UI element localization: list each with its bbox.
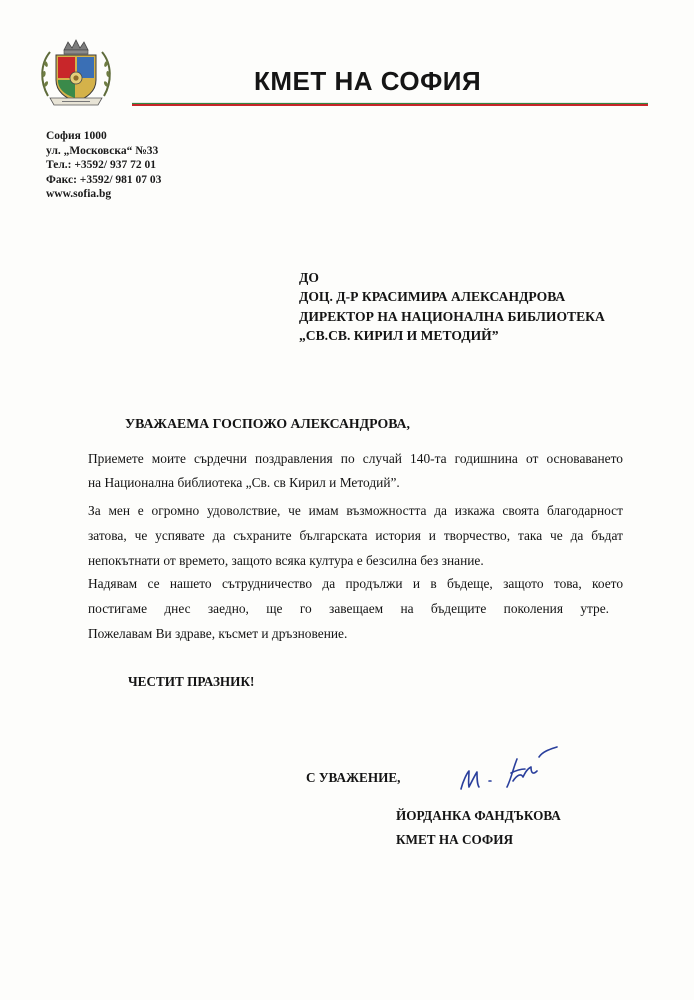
address-street: ул. „Московска“ №33 [46, 144, 159, 157]
address-website: www.sofia.bg [46, 188, 112, 201]
address-fax: Факс: +3592/ 981 07 03 [46, 173, 162, 186]
paragraph-1-line-2: на Национална библиотека „Св. св Кирил и Методий”. [88, 475, 400, 490]
recipient-institution: „СВ.СВ. КИРИЛ И МЕТОДИЙ” [299, 328, 499, 344]
paragraph-2-line-2: затова, че успявате да съхраните българската история и творчество, така че да бъдат [88, 528, 623, 543]
paragraph-3-line-1: Надявам се нашето сътрудничество да продължи и в бъдеще, защото това, което [88, 576, 624, 591]
closing-greeting: ЧЕСТИТ ПРАЗНИК! [128, 674, 255, 689]
recipient-name: ДОЦ. Д-Р КРАСИМИРА АЛЕКСАНДРОВА [299, 289, 566, 305]
paragraph-3-line-2: постигаме днес заедно, ще го завещаем на бъдещите поколения утре. [88, 601, 610, 616]
recipient-position: ДИРЕКТОР НА НАЦИОНАЛНА БИБЛИОТЕКА [299, 308, 605, 324]
flag-divider [132, 102, 648, 106]
signer-block [396, 804, 561, 852]
signer-name: ЙОРДАНКА ФАНДЪКОВА [396, 808, 561, 823]
paragraph-4-line-1: Пожелавам Ви здраве, късмет и дръзновение. [88, 626, 348, 641]
signature-icon [455, 745, 565, 795]
salutation: УВАЖАЕМА ГОСПОЖО АЛЕКСАНДРОВА, [125, 416, 410, 431]
regards: С УВАЖЕНИЕ, [306, 770, 401, 785]
coat-of-arms-icon [38, 38, 114, 108]
address-city: София 1000 [46, 130, 107, 142]
recipient-to: ДО [299, 270, 319, 285]
address-phone: Тел.: +3592/ 937 72 01 [46, 159, 156, 172]
signer-title: КМЕТ НА СОФИЯ [396, 832, 514, 847]
recipient-block [299, 268, 605, 346]
page-title: КМЕТ НА СОФИЯ [254, 66, 482, 96]
paragraph-1-line-1: Приемете моите сърдечни поздравления по случай 140-та годишнина от основаването [88, 451, 623, 466]
sender-address [46, 129, 161, 202]
paragraph-2-line-3: непокътнати от времето, защото всяка култура е безсилна без знание. [88, 553, 484, 568]
paragraph-2-line-1: За мен е огромно удоволствие, че имам възможността да изкажа своята благодарност [88, 503, 623, 518]
